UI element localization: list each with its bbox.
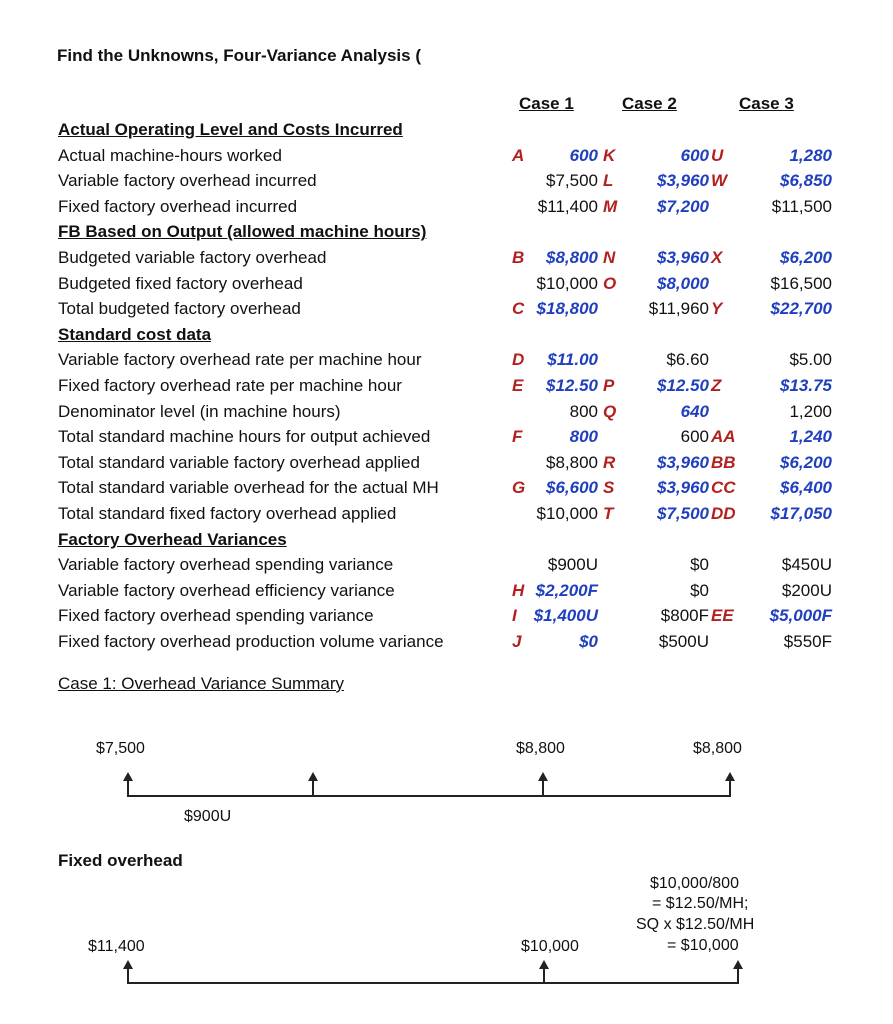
- variable-axis-line: [127, 795, 731, 797]
- tick: [543, 969, 545, 983]
- case-3-value: $200U: [781, 580, 832, 600]
- case-3-value: $22,700: [770, 299, 832, 319]
- row-label: Variable factory overhead incurred: [58, 171, 317, 191]
- tick: [737, 969, 739, 983]
- case-1-value: $900U: [547, 555, 598, 575]
- unknown-letter: F: [512, 427, 523, 447]
- case-1-value: 800: [569, 427, 598, 447]
- section-heading: Standard cost data: [58, 324, 212, 344]
- row-label: Variable factory overhead rate per machine hour: [58, 350, 422, 370]
- column-header-case-3: Case 3: [739, 94, 794, 113]
- arrow-up-icon: [123, 772, 133, 781]
- case-1-value: $10,000: [536, 504, 598, 523]
- case-1-value: $1,400U: [533, 606, 598, 626]
- case-2-value: $7,500: [657, 504, 709, 523]
- case-1-value: $2,200F: [535, 580, 598, 600]
- case-3-value: $450U: [781, 555, 832, 575]
- summary-heading: Case 1: Overhead Variance Summary: [58, 674, 344, 693]
- case-3-value: $6,850: [780, 171, 832, 191]
- variable-spending-variance: $900U: [184, 808, 232, 825]
- unknown-letter: S: [603, 478, 615, 498]
- unknown-letter: H: [512, 580, 525, 600]
- row-label: Total standard variable factory overhead applied: [58, 452, 420, 472]
- unknown-letter: T: [603, 504, 614, 523]
- case-2-value: $7,200: [657, 196, 709, 216]
- arrow-up-icon: [308, 772, 318, 781]
- case-2-value: $3,960: [657, 452, 709, 472]
- fixed-note-line-4: = $10,000: [667, 937, 739, 954]
- arrow-up-icon: [538, 772, 548, 781]
- variable-applied-amount: $8,800: [693, 740, 742, 757]
- row-label: Fixed factory overhead rate per machine hour: [58, 376, 402, 395]
- tick: [542, 781, 544, 796]
- case-3-value: $17,050: [770, 504, 832, 523]
- section-heading: FB Based on Output (allowed machine hours): [58, 222, 427, 242]
- unknown-letter: X: [711, 248, 723, 267]
- case-2-value: $500U: [658, 632, 709, 651]
- case-1-value: $12.50: [546, 376, 598, 395]
- case-2-value: $8,000: [657, 273, 709, 293]
- case-1-value: 800: [569, 401, 598, 421]
- case-3-value: $5,000F: [769, 606, 832, 626]
- case-3-value: $16,500: [770, 273, 832, 293]
- unknown-letter: J: [512, 632, 522, 651]
- case-2-value: $0: [690, 580, 709, 600]
- unknown-letter: M: [603, 196, 618, 216]
- case-1-value: $18,800: [536, 299, 598, 319]
- case-1-value: $6,600: [546, 478, 598, 498]
- variable-budget-amount: $8,800: [516, 740, 565, 757]
- case-3-value: 1,280: [789, 145, 832, 165]
- unknown-letter: EE: [711, 606, 734, 626]
- case-3-value: $550F: [783, 632, 832, 651]
- fixed-actual-amount: $11,400: [88, 938, 145, 955]
- case-2-value: $3,960: [657, 248, 709, 267]
- row-label: Variable factory overhead efficiency variance: [58, 580, 395, 600]
- tick: [127, 781, 129, 796]
- unknown-letter: E: [512, 376, 524, 395]
- arrow-up-icon: [725, 772, 735, 781]
- row-label: Budgeted fixed factory overhead: [58, 273, 303, 293]
- case-3-value: 1,240: [789, 427, 832, 447]
- section-heading: Actual Operating Level and Costs Incurred: [58, 120, 403, 139]
- row-label: Fixed factory overhead spending variance: [58, 606, 374, 626]
- case-2-value: 600: [680, 427, 709, 447]
- unknown-letter: K: [603, 145, 616, 165]
- variable-actual-amount: $7,500: [96, 740, 145, 757]
- unknown-letter: CC: [711, 478, 736, 498]
- column-header-case-2: Case 2: [622, 94, 677, 113]
- unknown-letter: N: [603, 248, 616, 267]
- unknown-letter: C: [512, 299, 525, 319]
- case-3-value: $13.75: [780, 376, 832, 395]
- unknown-letter: Q: [603, 401, 617, 421]
- tick: [729, 781, 731, 796]
- fixed-axis-line: [127, 982, 739, 984]
- case-1-value: $7,500: [546, 171, 598, 191]
- row-label: Denominator level (in machine hours): [58, 401, 341, 421]
- column-header-case-1: Case 1: [519, 94, 574, 113]
- row-label: Variable factory overhead spending variance: [58, 555, 394, 575]
- row-label: Fixed factory overhead incurred: [58, 196, 298, 216]
- case-2-value: $3,960: [657, 478, 709, 498]
- case-2-value: 600: [680, 145, 709, 165]
- tick: [312, 781, 314, 796]
- case-2-value: $6.60: [666, 350, 709, 370]
- case-3-value: $6,400: [780, 478, 832, 498]
- fixed-note-line-3: SQ x $12.50/MH: [636, 916, 755, 933]
- case-2-value: $12.50: [657, 376, 709, 395]
- unknown-letter: Z: [711, 376, 722, 395]
- row-label: Fixed factory overhead production volume variance: [58, 632, 444, 651]
- arrow-up-icon: [539, 960, 549, 969]
- unknown-letter: Y: [711, 299, 723, 319]
- case-3-value: $11,500: [771, 196, 832, 216]
- row-label: Total budgeted factory overhead: [58, 299, 301, 319]
- row-label: Total standard variable overhead for the actual MH: [58, 478, 439, 498]
- unknown-letter: O: [603, 273, 617, 293]
- unknown-letter: P: [603, 376, 615, 395]
- case-3-value: $5.00: [789, 350, 832, 370]
- fixed-overhead-heading: Fixed overhead: [58, 851, 183, 870]
- case-3-value: $6,200: [780, 452, 832, 472]
- arrow-up-icon: [733, 960, 743, 969]
- row-label: Budgeted variable factory overhead: [58, 248, 327, 267]
- fixed-note-line-1: $10,000/800: [650, 875, 739, 892]
- case-1-value: $11.00: [547, 350, 598, 370]
- unknown-letter: DD: [711, 504, 736, 523]
- unknown-letter: R: [603, 452, 616, 472]
- case-3-value: $6,200: [780, 248, 832, 267]
- case-2-value: $11,960: [648, 299, 709, 319]
- tick: [127, 969, 129, 983]
- row-label: Total standard fixed factory overhead applied: [58, 504, 397, 523]
- case-1-value: $11,400: [537, 196, 598, 216]
- unknown-letter: I: [512, 606, 517, 626]
- case-1-value: $0: [579, 632, 598, 651]
- case-3-value: 1,200: [789, 401, 832, 421]
- case-1-value: $8,800: [546, 248, 598, 267]
- row-label: Actual machine-hours worked: [58, 145, 282, 165]
- page-title: Find the Unknowns, Four-Variance Analysis (: [57, 46, 421, 65]
- case-2-value: $0: [690, 555, 709, 575]
- row-label: Total standard machine hours for output achieved: [58, 427, 431, 447]
- unknown-letter: A: [512, 145, 525, 165]
- unknown-letter: B: [512, 248, 525, 267]
- unknown-letter: W: [711, 171, 728, 191]
- fixed-note-line-2: = $12.50/MH;: [652, 895, 749, 912]
- unknown-letter: G: [512, 478, 526, 498]
- unknown-letter: BB: [711, 452, 736, 472]
- unknown-letter: D: [512, 350, 525, 370]
- case-2-value: 640: [680, 401, 709, 421]
- case-1-value: 600: [569, 145, 598, 165]
- case-1-value: $10,000: [536, 273, 598, 293]
- case-2-value: $800F: [660, 606, 709, 626]
- unknown-letter: L: [603, 171, 614, 191]
- unknown-letter: U: [711, 145, 724, 165]
- unknown-letter: AA: [711, 427, 736, 447]
- case-1-value: $8,800: [546, 452, 598, 472]
- arrow-up-icon: [123, 960, 133, 969]
- fixed-budget-amount: $10,000: [521, 938, 579, 955]
- case-2-value: $3,960: [657, 171, 709, 191]
- section-heading: Factory Overhead Variances: [58, 529, 287, 549]
